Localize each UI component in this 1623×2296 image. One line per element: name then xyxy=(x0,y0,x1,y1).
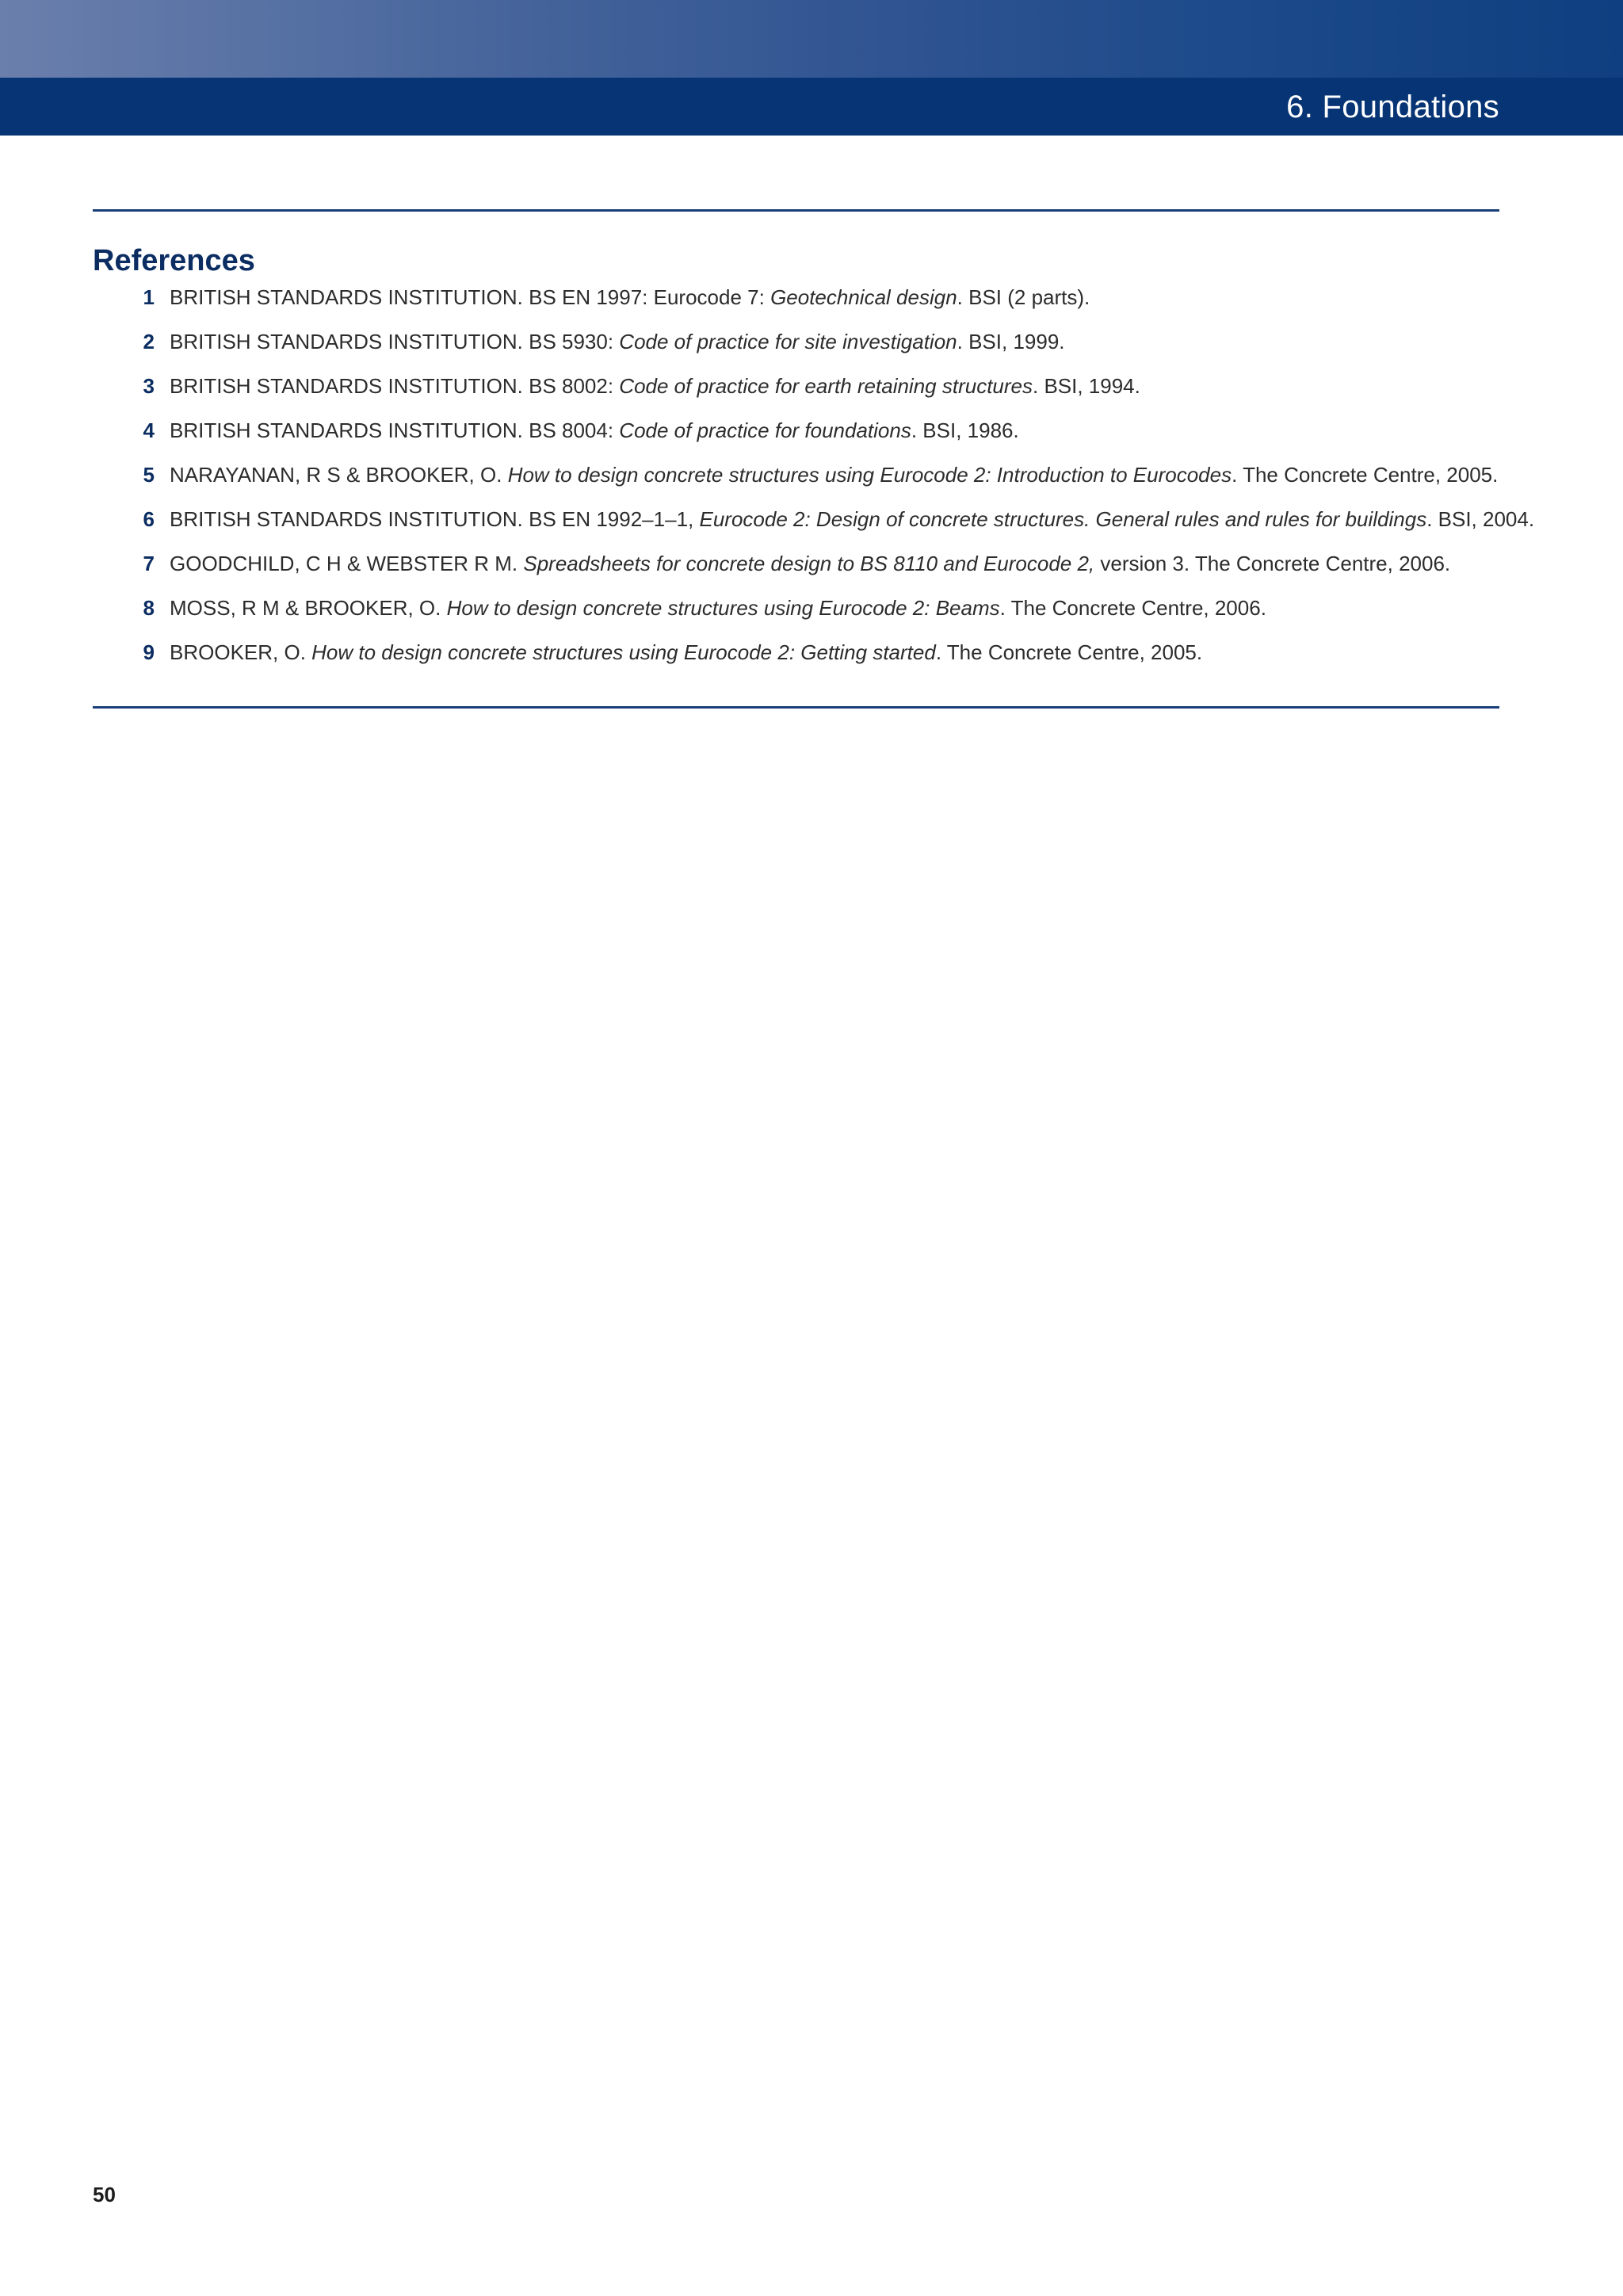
reference-item xyxy=(93,547,1499,591)
reference-publisher: . BSI, 1994. xyxy=(1033,374,1140,398)
reference-title: Geotechnical design xyxy=(770,285,957,309)
reference-text xyxy=(170,369,1140,403)
reference-text xyxy=(170,502,1534,536)
reference-number: 4 xyxy=(143,418,155,442)
top-divider xyxy=(93,209,1499,212)
reference-item xyxy=(93,414,1499,458)
reference-item xyxy=(93,502,1535,547)
header-banner xyxy=(0,0,1623,78)
reference-number: 3 xyxy=(143,374,155,398)
reference-title: Eurocode 2: Design of concrete structures. General rules and rules for buildings xyxy=(699,507,1427,531)
reference-item xyxy=(93,636,1499,680)
reference-authors: BRITISH STANDARDS INSTITUTION. BS EN 1997: Eurocode 7: xyxy=(170,285,771,309)
reference-authors: MOSS, R M & BROOKER, O. xyxy=(170,596,447,620)
reference-item xyxy=(93,369,1499,414)
reference-title: Code of practice for earth retaining structures xyxy=(619,374,1033,398)
reference-authors: BROOKER, O. xyxy=(170,640,312,664)
reference-title: Code of practice for site investigation xyxy=(619,330,957,353)
bottom-divider xyxy=(93,706,1499,709)
reference-number: 2 xyxy=(143,330,155,353)
reference-authors: BRITISH STANDARDS INSTITUTION. BS 5930: xyxy=(170,330,620,353)
reference-number: 8 xyxy=(143,596,155,620)
reference-publisher: . The Concrete Centre, 2006. xyxy=(999,596,1266,620)
reference-authors: BRITISH STANDARDS INSTITUTION. BS 8002: xyxy=(170,374,620,398)
reference-publisher: . The Concrete Centre, 2005. xyxy=(1232,463,1499,487)
reference-number: 9 xyxy=(143,640,155,664)
reference-number: 5 xyxy=(143,463,155,487)
reference-number: 7 xyxy=(143,552,155,575)
reference-text xyxy=(170,414,1019,447)
reference-item xyxy=(93,281,1499,325)
reference-title: How to design concrete structures using Eurocode 2: Introduction to Eurocodes xyxy=(507,463,1232,487)
reference-title: How to design concrete structures using Eurocode 2: Beams xyxy=(446,596,1000,620)
page-number: 50 xyxy=(93,2183,116,2206)
references-heading: References xyxy=(93,244,255,277)
chapter-title: 6. Foundations xyxy=(1286,90,1499,124)
reference-publisher: . BSI, 2004. xyxy=(1426,507,1535,531)
reference-list xyxy=(93,281,1535,680)
reference-number: 6 xyxy=(143,507,155,531)
reference-item xyxy=(93,591,1499,636)
reference-item xyxy=(93,458,1499,502)
reference-title: Spreadsheets for concrete design to BS 8110 and Eurocode 2, xyxy=(523,552,1095,575)
reference-publisher: . BSI, 1999. xyxy=(957,330,1065,353)
reference-authors: BRITISH STANDARDS INSTITUTION. BS 8004: xyxy=(170,418,620,442)
reference-text xyxy=(170,547,1450,580)
reference-title: Code of practice for foundations xyxy=(619,418,911,442)
reference-title: How to design concrete structures using Eurocode 2: Getting started xyxy=(311,640,936,664)
reference-publisher: . BSI, 1986. xyxy=(911,418,1019,442)
reference-text xyxy=(170,458,1498,491)
reference-text xyxy=(170,325,1065,358)
reference-publisher: . The Concrete Centre, 2005. xyxy=(935,640,1203,664)
reference-text xyxy=(170,591,1266,625)
reference-text xyxy=(170,281,1090,314)
reference-authors: GOODCHILD, C H & WEBSTER R M. xyxy=(170,552,524,575)
reference-item xyxy=(93,325,1499,369)
reference-publisher: . BSI (2 parts). xyxy=(957,285,1090,309)
reference-authors: BRITISH STANDARDS INSTITUTION. BS EN 1992–1–1, xyxy=(170,507,700,531)
reference-publisher: version 3. The Concrete Centre, 2006. xyxy=(1094,552,1451,575)
reference-text xyxy=(170,636,1202,669)
reference-authors: NARAYANAN, R S & BROOKER, O. xyxy=(170,463,508,487)
reference-number: 1 xyxy=(143,285,155,309)
